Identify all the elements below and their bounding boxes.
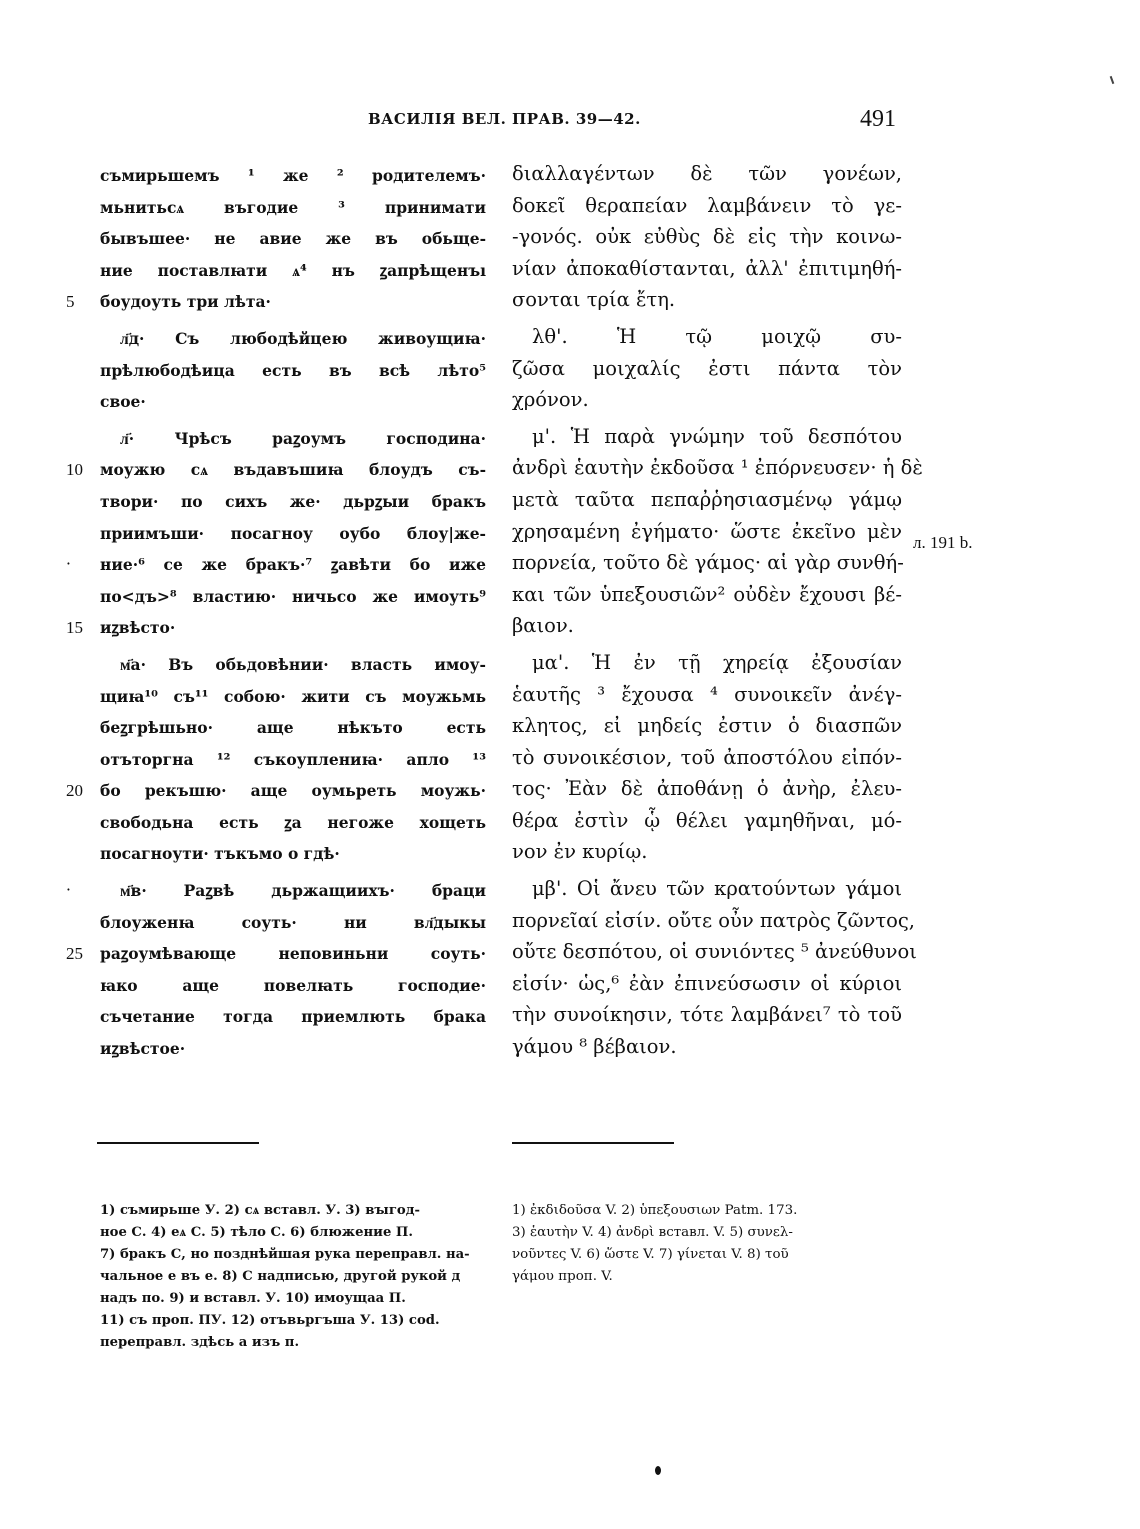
- line-number: 25: [66, 944, 83, 964]
- line-number: 5: [66, 292, 75, 312]
- line-text: свободьна есть ꙁа негоже хощеть: [100, 812, 486, 832]
- footnote-rule-right: [512, 1142, 674, 1144]
- line-text: ние поставлꙗти ѧ⁴ нъ ꙁапрѣщенъı: [100, 260, 486, 280]
- text-line: μβ'. Οἱ ἄνευ τῶν κρατούντων γάμοι: [532, 877, 902, 901]
- line-text: посагноути· тъкъмо о гдѣ·: [100, 844, 340, 864]
- footnote-line: 11) съ проп. ПУ. 12) отъвьргъша У. 13) cod.: [100, 1313, 440, 1328]
- footnote-line: ное С. 4) еѧ С. 5) тѣло С. 6) блюжение П.: [100, 1225, 413, 1240]
- text-line: λθ'. Ἡ τῷ μοιχῷ συ-: [532, 324, 902, 348]
- slavonic-paragraph: [66, 423, 486, 644]
- text-line: δοκεῖ θεραπείαν λαμβάνειν τὸ γε-: [512, 193, 902, 217]
- greek-paragraph: [512, 421, 923, 642]
- footnotes-slavonic: [100, 1200, 486, 1354]
- page-number: 491: [860, 106, 896, 132]
- text-line: [100, 712, 486, 744]
- church-slavonic-column: [66, 160, 486, 1070]
- text-line: [100, 518, 486, 550]
- line-number: ·: [66, 555, 71, 574]
- text-line: μετὰ ταῦτα πεπαῤῥησιασμένῳ γάμῳ: [512, 487, 902, 511]
- line-number: 10: [66, 460, 83, 480]
- text-line: -γονός. οὐκ εὐθὺς δὲ εἰς τὴν κοινω-: [512, 225, 902, 249]
- greek-paragraph: [512, 321, 902, 416]
- text-line: [66, 612, 486, 644]
- line-text: бо рекъшю· аще оумьреть моужь·: [100, 781, 486, 801]
- text-line: μ'. Ἡ παρὰ γνώμην τοῦ δεσπότου: [532, 424, 902, 448]
- line-number: ·: [66, 881, 71, 900]
- greek-paragraph: [512, 647, 902, 868]
- footnote-rule-left: [97, 1142, 259, 1144]
- footnote-line: надъ по. 9) и вставл. У. 10) имоущаа П.: [100, 1291, 406, 1306]
- text-line: [100, 581, 486, 613]
- line-text: по<дъ>⁸ властию· ничьсо же имоуть⁹: [100, 586, 486, 606]
- running-header: [0, 106, 1140, 142]
- text-line: βαιον.: [512, 614, 574, 638]
- text-line: [100, 255, 486, 287]
- text-line: τος· Ἐὰν δὲ ἀποθάνῃ ὁ ἀνὴρ, ἐλευ-: [512, 777, 902, 801]
- line-text: бывъшее· не авие же въ обьще-: [100, 229, 486, 249]
- slavonic-paragraph: [100, 323, 486, 418]
- text-line: [100, 838, 486, 870]
- line-text: съчетание тогда приемлють брака: [100, 1007, 486, 1027]
- line-text: отъторгна ¹² съкоуплениꙗ· апло ¹³: [100, 749, 486, 769]
- header-title: ВАСИЛIЯ ВЕЛ. ПРАВ. 39—42.: [368, 110, 641, 128]
- line-text: л҃· Чрѣсъ раꙁоумъ господина·: [120, 428, 486, 448]
- footnote-line: γάμου проп. V.: [512, 1269, 613, 1284]
- footnote-line: 1) съмирьше У. 2) сѧ вставл. У. 3) вꙑгод-: [100, 1203, 420, 1218]
- scan-mark: [1110, 76, 1115, 84]
- text-line: [100, 1001, 486, 1033]
- text-line: νον ἐν κυρίῳ.: [512, 840, 648, 864]
- line-text: л҃д· Съ любодѣйцею живоущиꙗ·: [120, 328, 486, 348]
- text-line: [100, 355, 486, 387]
- text-line: [100, 423, 486, 455]
- line-text: моужю сѧ въдавъшиꙗ блоудъ съ-: [100, 460, 486, 480]
- text-line: [100, 807, 486, 839]
- footnote-line: переправл. здѣсь а изъ п.: [100, 1335, 300, 1350]
- text-line: ἀνδρὶ ἑαυτὴν ἐκδοῦσα ¹ ἐπόρνευσεν· ἡ δὲ: [512, 456, 923, 480]
- line-text: мьнитьсѧ въгодие ³ принимати: [100, 197, 486, 217]
- text-line: [100, 970, 486, 1002]
- text-line: [66, 549, 486, 581]
- text-line: [100, 223, 486, 255]
- text-line: σονται τρία ἔτη.: [512, 288, 676, 312]
- line-text: боудоуть три лѣта·: [100, 292, 271, 312]
- line-text: приимъши· посагноу оубо блоу|же-: [100, 523, 486, 543]
- text-line: [100, 649, 486, 681]
- text-line: διαλλαγέντων δὲ τῶν γονέων,: [512, 162, 902, 185]
- line-number: 15: [66, 618, 83, 638]
- margin-folio-reference: л. 191 b.: [913, 533, 973, 552]
- footnote-line: 7) бракъ С, но позднѣйшая рука переправл. на-: [100, 1247, 470, 1262]
- text-line: πορνεῖαί εἰσίν. οὔτε οὖν πατρὸς ζῶντος,: [512, 908, 915, 932]
- text-line: τὴν συνοίκησιν, τότε λαμβάνει⁷ τὸ τοῦ: [512, 1003, 902, 1027]
- text-line: μα'. Ἡ ἐν τῇ χηρείᾳ ἐξουσίαν: [532, 650, 902, 674]
- line-text: ние·⁶ се же бракъ·⁷ ꙁавѣти бо иже: [100, 555, 486, 575]
- line-text: иꙁвѣсто·: [100, 618, 176, 638]
- text-line: [100, 681, 486, 713]
- text-line: [66, 875, 486, 907]
- text-line: γάμου ⁸ βέβαιον.: [512, 1035, 677, 1059]
- text-line: [66, 775, 486, 807]
- greek-paragraph: [512, 158, 902, 316]
- text-line: [100, 907, 486, 939]
- greek-paragraph: [512, 873, 917, 1063]
- line-text: иꙁвѣстое·: [100, 1039, 186, 1059]
- ink-dot: [655, 1466, 661, 1475]
- greek-column: [512, 158, 923, 1068]
- line-text: м҃а· Въ обьдовѣнии· власть имоу-: [120, 654, 486, 674]
- text-line: τὸ συνοικέσιον, τοῦ ἀποστόλου εἰπόν-: [512, 745, 902, 769]
- slavonic-paragraph: [66, 649, 486, 870]
- footnote-line: 1) ἐκδιδοῦσα V. 2) ὑπεξουσιων Patm. 173.: [512, 1203, 798, 1218]
- text-line: ἑαυτῆς ³ ἔχουσα ⁴ συνοικεῖν ἀνέγ-: [512, 682, 902, 706]
- footnote-line: 3) ἑαυτὴν V. 4) ἀνδρὶ вставл. V. 5) συνελ-: [512, 1225, 793, 1240]
- text-line: [100, 323, 486, 355]
- text-line: [100, 386, 486, 418]
- line-text: беꙁгрѣшьно· аще нѣкъто есть: [100, 718, 486, 738]
- text-line: [100, 1033, 486, 1065]
- slavonic-paragraph: [66, 160, 486, 318]
- text-line: [100, 486, 486, 518]
- line-text: раꙁоумѣвающе неповиньни соуть·: [100, 944, 486, 964]
- line-text: прѣлюбодѣица есть въ всѣ лѣто⁵: [100, 360, 486, 380]
- footnote-line: чальное е въ е. 8) С надписью, другой рукой д: [100, 1269, 461, 1284]
- text-line: χρησαμένη ἐγήματο· ὥστε ἐκεῖνο μὲν: [512, 519, 902, 543]
- line-text: твори· по сихъ же· дьрꙁыи бракъ: [100, 491, 486, 511]
- text-line: νίαν ἀποκαθίστανται, ἀλλ' ἐπιτιμηθή-: [512, 256, 902, 280]
- text-line: κλητος, εἰ μηδείς ἐστιν ὁ διασπῶν: [512, 714, 902, 738]
- text-line: [100, 192, 486, 224]
- text-line: [100, 744, 486, 776]
- line-text: блоуженꙗ соуть· ни вл҃дыкы: [100, 912, 486, 932]
- footnote-line: νοῦντες V. 6) ὥστε V. 7) γίνεται V. 8) τοῦ: [512, 1247, 789, 1262]
- text-line: θέρα ἐστὶν ᾧ θέλει γαμηθῆναι, μό-: [512, 808, 902, 832]
- text-line: ζῶσα μοιχαλίς ἐστι πάντα τὸν: [512, 356, 902, 380]
- line-text: свое·: [100, 392, 146, 412]
- line-text: съмирьшемъ ¹ же ² родителемъ·: [100, 166, 486, 185]
- text-line: οὔτε δεσπότου, οἱ συνιόντες ⁵ ἀνεύθυνοι: [512, 940, 917, 964]
- text-line: χρόνον.: [512, 388, 589, 412]
- text-line: εἰσίν· ὡς,⁶ ἐὰν ἐπινεύσωσιν οἱ κύριοι: [512, 971, 902, 995]
- text-line: [100, 160, 486, 192]
- line-text: щиꙗ¹⁰ съ¹¹ собою· жити съ моужьмь: [100, 686, 486, 706]
- line-text: м҃в· Раꙁвѣ дьржащиихъ· браци: [120, 881, 486, 901]
- text-line: [66, 286, 486, 318]
- line-text: ꙗко аще повелꙗть господие·: [100, 975, 486, 995]
- text-line: και τῶν ὑπεξουσιῶν² οὐδὲν ἔχουσι βέ-: [512, 582, 902, 606]
- footnotes-greek: [512, 1200, 904, 1288]
- slavonic-paragraph: [66, 875, 486, 1065]
- line-number: 20: [66, 781, 83, 801]
- text-line: [66, 938, 486, 970]
- text-line: [66, 454, 486, 486]
- text-line: πορνεία, τοῦτο δὲ γάμος· αἱ γὰρ συνθή-: [512, 551, 904, 575]
